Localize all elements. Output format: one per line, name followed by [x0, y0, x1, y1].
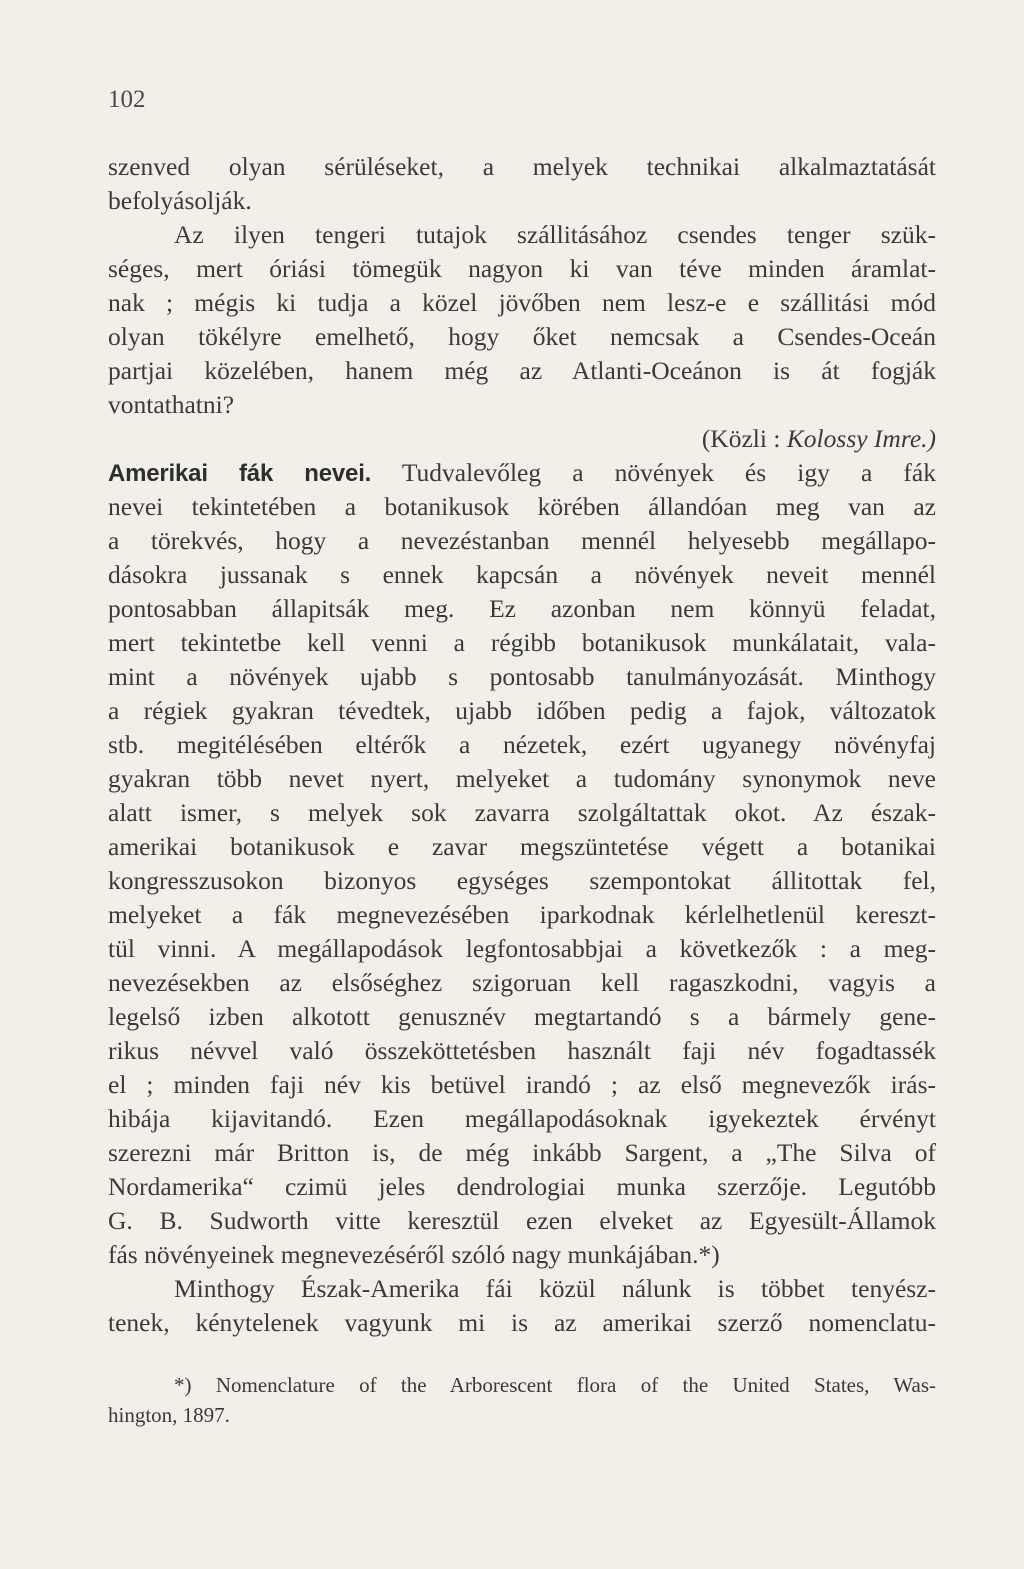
- text-line: befolyásolják.: [108, 186, 252, 215]
- text-line: tül vinni. A megállapodások legfontosabbjai a következők : a meg-: [108, 934, 936, 963]
- text-line: alatt ismer, s melyek sok zavarra szolgáltattak okot. Az észak-: [108, 798, 936, 827]
- text-line: Nordamerika“ czimü jeles dendrologiai munka szerzője. Legutóbb: [108, 1172, 936, 1201]
- text-line: legelső izben alkotott genusznév megtartandó s a bármely gene-: [108, 1002, 936, 1031]
- text-line: tenek, kénytelenek vagyunk mi is az amerikai szerző nomenclatu-: [108, 1308, 936, 1337]
- text-line: vontathatni?: [108, 390, 235, 419]
- text-line: G. B. Sudworth vitte keresztül ezen elveket az Egyesült-Államok: [108, 1206, 936, 1235]
- attribution-line: [108, 422, 936, 456]
- text-line: nevei tekintetében a botanikusok körében állandóan meg van az: [108, 492, 936, 521]
- text-line: melyeket a fák megnevezésében iparkodnak kérlelhetlenül kereszt-: [108, 900, 936, 929]
- text-line: kongresszusokon bizonyos egységes szempontokat állitottak fel,: [108, 866, 936, 895]
- attribution-prefix: (Közli :: [701, 424, 787, 453]
- text-line: nevezésekben az elsőséghez szigoruan kell ragaszkodni, vagyis a: [108, 968, 936, 997]
- text-line: a törekvés, hogy a nevezéstanban mennél helyesebb megállapo-: [108, 526, 936, 555]
- text-line: szerezni már Britton is, de még inkább Sargent, a „The Silva of: [108, 1138, 936, 1167]
- text-line: nak ; mégis ki tudja a közel jövőben nem lesz-e e szállitási mód: [108, 288, 936, 317]
- footnote-line: *) Nomenclature of the Arborescent flora of the United States, Was-: [174, 1373, 936, 1397]
- text-line: mert tekintetbe kell venni a régibb botanikusok munkálatait, vala-: [108, 628, 936, 657]
- text-line: mint a növények ujabb s pontosabb tanulmányozását. Minthogy: [108, 662, 936, 691]
- text-line: el ; minden faji név kis betüvel irandó ; az első megnevezők irás-: [108, 1070, 936, 1099]
- text-line: szenved olyan sérüléseket, a melyek technikai alkalmaztatását: [108, 152, 936, 181]
- footnote: [108, 1370, 936, 1430]
- body-text: [108, 150, 936, 1340]
- attribution-author: Kolossy Imre.): [786, 424, 936, 453]
- text-line: pontosabban állapitsák meg. Ez azonban nem könnyü feladat,: [108, 594, 936, 623]
- text-line: séges, mert óriási tömegük nagyon ki van téve minden áramlat-: [108, 254, 936, 283]
- section-start-line: [108, 456, 936, 490]
- text-line: hibája kijavitandó. Ezen megállapodásoknak igyekeztek érvényt: [108, 1104, 936, 1133]
- text-line: partjai közelében, hanem még az Atlanti-Oceánon is át fogják: [108, 356, 936, 385]
- page-number: 102: [108, 86, 146, 113]
- text-line: Minthogy Észak-Amerika fái közül nálunk is többet tenyész-: [174, 1274, 936, 1303]
- text-line: a régiek gyakran tévedtek, ujabb időben pedig a fajok, változatok: [108, 696, 936, 725]
- text-line: olyan tökélyre emelhető, hogy őket nemcsak a Csendes-Oceán: [108, 322, 936, 351]
- text-line: gyakran több nevet nyert, melyeket a tudomány synonymok neve: [108, 764, 936, 793]
- text-line: Az ilyen tengeri tutajok szállitásához csendes tenger szük-: [174, 220, 936, 249]
- footnote-line: hington, 1897.: [108, 1403, 230, 1427]
- text-line: stb. megitélésében eltérők a nézetek, ezért ugyanegy növényfaj: [108, 730, 936, 759]
- text-line: amerikai botanikusok e zavar megszüntetése végett a botanikai: [108, 832, 936, 861]
- section-heading: Amerikai fák nevei.: [108, 460, 372, 487]
- text-line: fás növényeinek megnevezéséről szóló nagy munkájában.*): [108, 1240, 720, 1269]
- text-line: rikus névvel való összeköttetésben használt faji név fogadtassék: [108, 1036, 936, 1065]
- text-line: dásokra jussanak s ennek kapcsán a növények neveit mennél: [108, 560, 936, 589]
- section-first-line: Tudvalevőleg a növények és igy a fák: [371, 458, 936, 487]
